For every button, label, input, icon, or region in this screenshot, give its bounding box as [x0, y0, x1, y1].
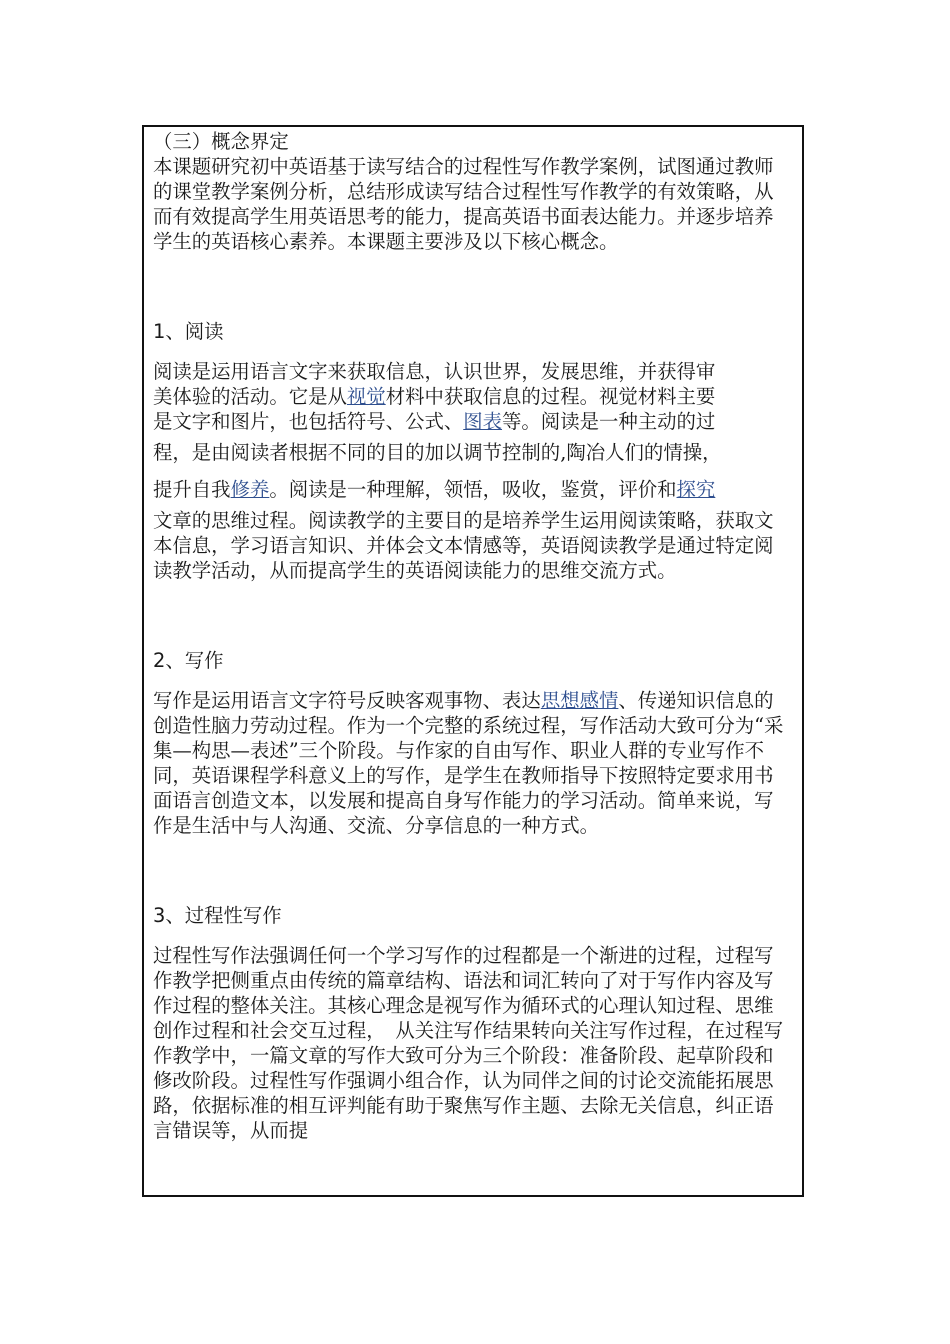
writing-paragraph [153, 688, 789, 838]
spacer [153, 838, 789, 903]
reading-line [153, 384, 789, 409]
text-run: 写作是运用语言文字符号反映客观事物、表达 [153, 689, 541, 712]
link-explore[interactable]: 探究 [676, 478, 716, 501]
process-writing-paragraph: 过程性写作法强调任何一个学习写作的过程都是一个渐进的过程，过程写作教学把侧重点由传统的篇章结构、语法和词汇转向了对于写作内容及写作过程的整体关注。其核心理念是视写作为循环式的心理认知过程、思维创作过程和社会交互过程， 从关注写作结果转向关注写作过程，在过程写作教学中，一篇文章的写作大致可分为三个阶段：准备阶段、起草阶段和修改阶段。过程性写作强调小组合作，认为同伴之间的讨论交流能拓展思路，依据标准的相互评判能有助于聚焦写作主题、去除无关信息，纠正语言错误等，从而提 [153, 944, 784, 1142]
reading-line: 文章的思维过程。阅读教学的主要目的是培养学生运用阅读策略，获取文本信息，学习语言知识、并体会文本情感等，英语阅读教学是通过特定阅读教学活动，从而提高学生的英语阅读能力的思维交流方式。 [153, 509, 774, 582]
link-visual[interactable]: 视觉 [346, 385, 386, 408]
link-cultivation[interactable]: 修养 [230, 478, 270, 501]
reading-heading: 1、阅读 [153, 320, 224, 343]
text-run: 提升自我 [153, 478, 231, 501]
text-run: 等。阅读是一种主动的过 [502, 410, 716, 433]
document-body [153, 129, 789, 1143]
spacer [153, 254, 789, 319]
reading-line: 阅读是运用语言文字来获取信息，认识世界，发展思维，并获得审 [153, 360, 716, 383]
intro-paragraph: 本课题研究初中英语基于读写结合的过程性写作教学案例，试图通过教师的课堂教学案例分析，总结形成读写结合过程性写作教学的有效策略，从而有效提高学生用英语思考的能力，提高英语书面表达能力。并逐步培养学生的英语核心素养。本课题主要涉及以下核心概念。 [153, 155, 774, 253]
text-run: 。阅读是一种理解，领悟，吸收，鉴赏，评价和 [269, 478, 677, 501]
spacer [153, 583, 789, 648]
content-table-cell [142, 125, 804, 1197]
reading-line: 程，是由阅读者根据不同的目的加以调节控制的,陶冶人们的情操， [153, 441, 722, 464]
spacer [153, 673, 789, 688]
text-run: 材料中获取信息的过程。视觉材料主要 [385, 385, 716, 408]
process-writing-heading: 3、过程性写作 [153, 904, 282, 927]
reading-line [153, 409, 789, 434]
text-run: 美体验的活动。它是从 [153, 385, 347, 408]
spacer [153, 928, 789, 943]
link-thoughts[interactable]: 思想感情 [540, 689, 619, 712]
reading-paragraph [153, 359, 789, 583]
reading-line [153, 471, 789, 508]
text-run: 是文字和图片，也包括符号、公式、 [153, 410, 464, 433]
section-title: （三）概念界定 [153, 130, 289, 153]
spacer [153, 344, 789, 359]
text-run: 、传递知识信息的创造性脑力劳动过程。作为一个完整的系统过程，写作活动大致可分为“采集—构思—表述”三个阶段。与作家的自由写作、职业人群的专业写作不同，英语课程学科意义上的写作，是学生在教师指导下按照特定要求用书面语言创造文本，以发展和提高自身写作能力的学习活动。简单来说，写作是生活中与人沟通、交流、分享信息的一种方式。 [153, 689, 784, 837]
writing-heading: 2、写作 [153, 649, 224, 672]
link-chart[interactable]: 图表 [463, 410, 503, 433]
